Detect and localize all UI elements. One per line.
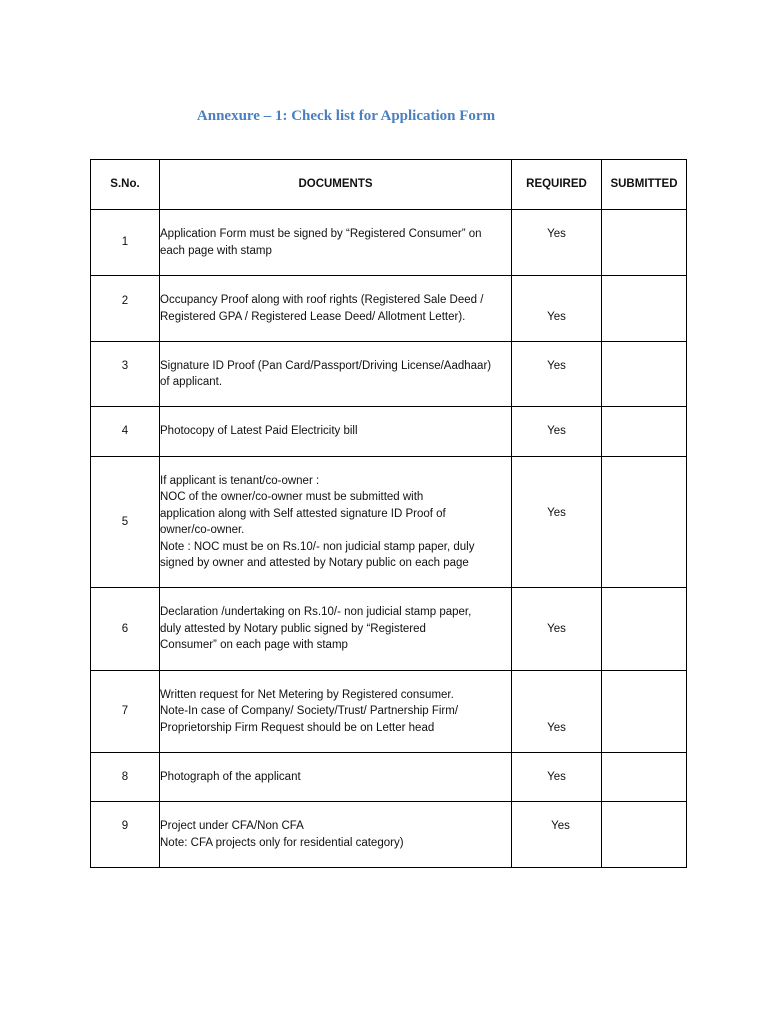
row-required: Yes <box>512 276 602 342</box>
table-row <box>91 276 687 342</box>
table-row <box>91 210 687 276</box>
table-header-row <box>91 160 687 210</box>
row-required: Yes <box>512 210 602 276</box>
row-required: Yes <box>512 802 602 868</box>
row-sno: 2 <box>91 276 160 342</box>
row-submitted-cell[interactable] <box>602 457 687 588</box>
row-submitted-cell[interactable] <box>602 753 687 802</box>
row-submitted-cell[interactable] <box>602 588 687 671</box>
table-row <box>91 457 687 588</box>
page-title: Annexure – 1: Check list for Application Form <box>196 108 496 124</box>
row-submitted-cell[interactable] <box>602 342 687 407</box>
row-submitted-cell[interactable] <box>602 210 687 276</box>
header-submitted: SUBMITTED <box>602 160 687 210</box>
row-required: Yes <box>512 407 602 457</box>
row-sno: 5 <box>91 457 160 588</box>
table-row <box>91 588 687 671</box>
row-required: Yes <box>512 457 602 588</box>
row-sno: 8 <box>91 753 160 802</box>
header-sno: S.No. <box>91 160 160 210</box>
row-required: Yes <box>512 342 602 407</box>
row-document: Application Form must be signed by “Registered Consumer” on each page with stamp <box>160 210 512 276</box>
row-required: Yes <box>512 671 602 753</box>
row-document: Project under CFA/Non CFA Note: CFA projects only for residential category) <box>160 802 512 868</box>
row-submitted-cell[interactable] <box>602 407 687 457</box>
row-document: Photograph of the applicant <box>160 753 512 802</box>
row-sno: 3 <box>91 342 160 407</box>
table-row <box>91 407 687 457</box>
row-document: Signature ID Proof (Pan Card/Passport/Driving License/Aadhaar) of applicant. <box>160 342 512 407</box>
header-required: REQUIRED <box>512 160 602 210</box>
row-sno: 1 <box>91 210 160 276</box>
table-row <box>91 753 687 802</box>
table-row <box>91 802 687 868</box>
table-row <box>91 342 687 407</box>
checklist-table <box>90 159 687 868</box>
row-document: Declaration /undertaking on Rs.10/- non judicial stamp paper, duly attested by Notary public signed by “Registered Consumer” on each page with stamp <box>160 588 512 671</box>
row-required: Yes <box>512 753 602 802</box>
row-document: Occupancy Proof along with roof rights (Registered Sale Deed / Registered GPA / Registered Lease Deed/ Allotment Letter). <box>160 276 512 342</box>
header-documents: DOCUMENTS <box>160 160 512 210</box>
row-sno: 6 <box>91 588 160 671</box>
row-required: Yes <box>512 588 602 671</box>
row-submitted-cell[interactable] <box>602 276 687 342</box>
row-submitted-cell[interactable] <box>602 671 687 753</box>
row-sno: 4 <box>91 407 160 457</box>
row-sno: 9 <box>91 802 160 868</box>
row-document: If applicant is tenant/co-owner : NOC of the owner/co-owner must be submitted with application along with Self attested signature ID Proof of owner/co-owner. Note : NOC must be on Rs.10/- non judicial stamp paper, duly signed by owner and attested by Notary public on each page <box>160 457 512 588</box>
row-sno: 7 <box>91 671 160 753</box>
row-document: Written request for Net Metering by Registered consumer. Note-In case of Company/ Society/Trust/ Partnership Firm/ Proprietorship Firm Request should be on Letter head <box>160 671 512 753</box>
row-document: Photocopy of Latest Paid Electricity bill <box>160 407 512 457</box>
row-submitted-cell[interactable] <box>602 802 687 868</box>
table-row <box>91 671 687 753</box>
